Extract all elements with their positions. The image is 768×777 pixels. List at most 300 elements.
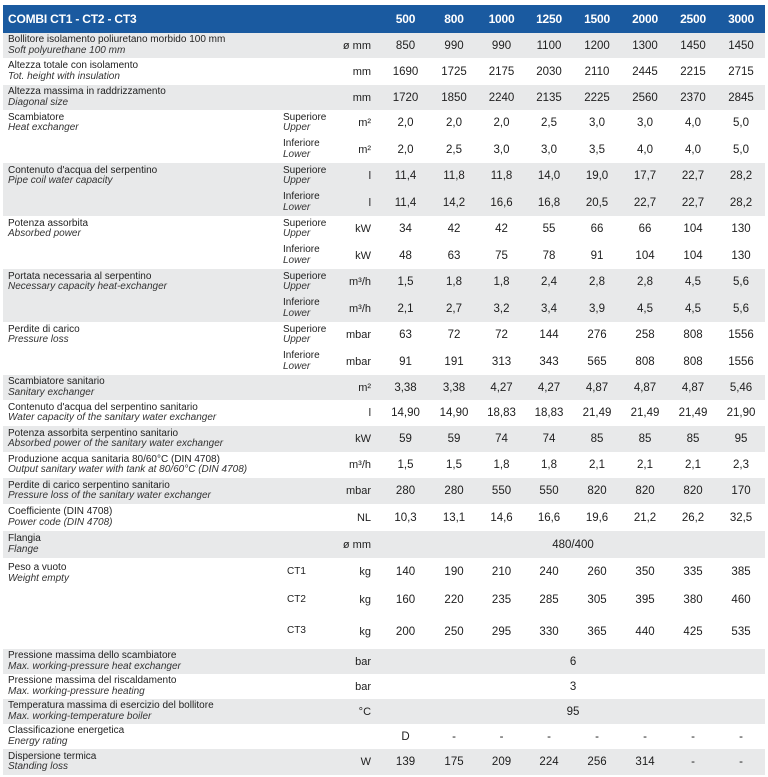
table-row [3, 136, 765, 163]
unit-cell: kW [331, 426, 381, 452]
value-cell: 2560 [621, 85, 669, 110]
model-header: 800 [430, 5, 478, 33]
value-cell: 28,2 [717, 163, 765, 189]
sublabel-italian: Superiore [283, 164, 327, 176]
value-cell: 425 [669, 614, 717, 649]
value-cell: 21,49 [669, 400, 717, 426]
table-row [3, 674, 765, 699]
unit-cell: m² [331, 110, 381, 136]
value-cell: 72 [478, 322, 525, 348]
value-cell: - [478, 724, 525, 749]
value-cell: 13,1 [430, 504, 478, 531]
label-english: Water capacity of the sanitary water exchanger [8, 412, 217, 423]
sublabel-english: Lower [283, 360, 311, 372]
value-cell: 250 [430, 614, 478, 649]
value-cell: 235 [478, 586, 525, 614]
unit-cell: m³/h [331, 295, 381, 322]
label-italian: Portata necessaria al serpentino [8, 270, 152, 282]
row-label-empty [3, 242, 283, 269]
label-italian: Contenuto d'acqua del serpentino [8, 164, 158, 176]
value-cell: 258 [621, 322, 669, 348]
unit-cell: l [331, 189, 381, 216]
label-italian: Flangia [8, 533, 41, 544]
unit-cell: mm [331, 58, 381, 85]
value-cell: 130 [717, 242, 765, 269]
value-cell: 4,0 [669, 110, 717, 136]
table-row [3, 295, 765, 322]
table-row [3, 322, 765, 348]
label-english: Power code (DIN 4708) [8, 516, 113, 528]
label-italian: Scambiatore [8, 111, 65, 123]
table-row [3, 504, 765, 531]
value-cell: 11,4 [381, 189, 430, 216]
row-label [3, 216, 283, 242]
value-cell: 276 [573, 322, 621, 348]
value-cell: 380 [669, 586, 717, 614]
label-italian: Classificazione energetica [8, 725, 125, 736]
value-cell: 305 [573, 586, 621, 614]
value-cell: 1450 [669, 33, 717, 58]
value-cell: 460 [717, 586, 765, 614]
label-italian: Pressione massima dello scambiatore [8, 650, 177, 661]
value-cell: 14,90 [381, 400, 430, 426]
value-cell: 144 [525, 322, 573, 348]
value-cell: 32,5 [717, 504, 765, 531]
label-english: Soft polyurethane 100 mm [8, 44, 126, 56]
value-cell: 1,8 [478, 452, 525, 478]
value-cell: 440 [621, 614, 669, 649]
label-italian: Dispersione termica [8, 750, 97, 762]
value-cell: 3,0 [525, 136, 573, 163]
value-cell: 2110 [573, 58, 621, 85]
sublabel-english: Lower [283, 201, 311, 213]
value-cell: 66 [573, 216, 621, 242]
value-cell: 1556 [717, 322, 765, 348]
table-row [3, 531, 765, 558]
value-cell: - [525, 724, 573, 749]
value-cell: 1690 [381, 58, 430, 85]
value-cell: 2,8 [573, 269, 621, 295]
sublabel-italian: Inferiore [283, 191, 320, 202]
value-cell: 11,4 [381, 163, 430, 189]
table-header-row [3, 5, 765, 33]
row-sublabel: CT1 [283, 558, 331, 586]
row-label [3, 699, 331, 724]
value-cell: 4,27 [478, 375, 525, 400]
sublabel-english: Lower [283, 307, 311, 319]
value-cell: 808 [669, 348, 717, 375]
value-cell: 280 [430, 478, 478, 504]
table-row [3, 649, 765, 674]
value-cell: 20,5 [573, 189, 621, 216]
label-italian: Altezza massima in raddrizzamento [8, 86, 166, 97]
unit-cell: W [331, 749, 381, 775]
value-cell: 2,1 [573, 452, 621, 478]
unit-cell: mbar [331, 478, 381, 504]
row-sublabel [283, 269, 331, 295]
value-cell: 14,6 [478, 504, 525, 531]
value-cell: 78 [525, 242, 573, 269]
value-cell: 42 [430, 216, 478, 242]
value-cell: 72 [430, 322, 478, 348]
row-label [3, 400, 331, 426]
row-label [3, 674, 331, 699]
model-header: 3000 [717, 5, 765, 33]
unit-cell: kg [331, 586, 381, 614]
value-cell: 4,27 [525, 375, 573, 400]
value-cell: 19,0 [573, 163, 621, 189]
value-cell: 1450 [717, 33, 765, 58]
value-cell: 91 [573, 242, 621, 269]
row-label [3, 269, 283, 295]
model-header: 1250 [525, 5, 573, 33]
value-cell: 350 [621, 558, 669, 586]
value-cell: 365 [573, 614, 621, 649]
value-cell: 2,5 [430, 136, 478, 163]
table-row [3, 452, 765, 478]
label-english: Absorbed power [8, 228, 81, 239]
unit-cell: m³/h [331, 269, 381, 295]
value-cell: 4,0 [621, 136, 669, 163]
value-cell: 2,0 [430, 110, 478, 136]
value-cell: 18,83 [478, 400, 525, 426]
value-cell: 48 [381, 242, 430, 269]
sublabel-italian: Inferiore [283, 244, 320, 255]
value-cell: 5,0 [717, 110, 765, 136]
sublabel-english: Upper [283, 281, 311, 292]
value-cell: 11,8 [478, 163, 525, 189]
label-italian: Perdite di carico [8, 323, 80, 335]
unit-cell: kg [331, 558, 381, 586]
value-cell: 2,3 [717, 452, 765, 478]
label-italian: Produzione acqua sanitaria 80/60°C (DIN 4708) [8, 453, 220, 465]
value-cell: 3,5 [573, 136, 621, 163]
value-cell: 104 [621, 242, 669, 269]
value-cell: 1,8 [478, 269, 525, 295]
span-value: 6 [381, 649, 765, 674]
value-cell: 295 [478, 614, 525, 649]
row-label [3, 749, 331, 775]
value-cell: 139 [381, 749, 430, 775]
value-cell: 2175 [478, 58, 525, 85]
value-cell: - [717, 724, 765, 749]
table-row [3, 110, 765, 136]
label-english: Absorbed power of the sanitary water exchanger [8, 438, 224, 449]
value-cell: 2135 [525, 85, 573, 110]
value-cell: 22,7 [621, 189, 669, 216]
table-row [3, 478, 765, 504]
value-cell: 66 [621, 216, 669, 242]
value-cell: 2,1 [621, 452, 669, 478]
value-cell: 335 [669, 558, 717, 586]
label-italian: Temperatura massima di esercizio del bollitore [8, 700, 214, 711]
value-cell: 3,4 [525, 295, 573, 322]
value-cell: 3,38 [430, 375, 478, 400]
value-cell: 256 [573, 749, 621, 775]
value-cell: 4,87 [573, 375, 621, 400]
label-english: Pipe coil water capacity [8, 175, 113, 186]
value-cell: 4,5 [669, 269, 717, 295]
value-cell: 224 [525, 749, 573, 775]
value-cell: 2,4 [525, 269, 573, 295]
span-value: 95 [381, 699, 765, 724]
table-row [3, 749, 765, 775]
value-cell: 850 [381, 33, 430, 58]
value-cell: 313 [478, 348, 525, 375]
value-cell: 4,87 [669, 375, 717, 400]
row-label [3, 375, 331, 400]
label-italian: Bollitore isolamento poliuretano morbido 100 mm [8, 34, 226, 45]
value-cell: 85 [621, 426, 669, 452]
value-cell: 91 [381, 348, 430, 375]
value-cell: 22,7 [669, 189, 717, 216]
label-italian: Pressione massima del riscaldamento [8, 675, 177, 686]
value-cell: 1300 [621, 33, 669, 58]
value-cell: 34 [381, 216, 430, 242]
table-title: COMBI CT1 - CT2 - CT3 [3, 5, 381, 33]
table-row [3, 163, 765, 189]
label-english: Pressure loss of the sanitary water exchanger [8, 490, 211, 501]
table-row [3, 33, 765, 58]
value-cell: 260 [573, 558, 621, 586]
value-cell: D [381, 724, 430, 749]
value-cell: 59 [381, 426, 430, 452]
value-cell: 130 [717, 216, 765, 242]
label-english: Weight empty [8, 572, 69, 584]
model-header: 2500 [669, 5, 717, 33]
sublabel-italian: Superiore [283, 270, 327, 282]
value-cell: 808 [669, 322, 717, 348]
value-cell: 1,5 [381, 269, 430, 295]
value-cell: 1556 [717, 348, 765, 375]
row-label [3, 504, 331, 531]
unit-cell: ø mm [331, 531, 381, 558]
value-cell: 1,8 [525, 452, 573, 478]
value-cell: 14,90 [430, 400, 478, 426]
label-english: Output sanitary water with tank at 80/60°C (DIN 4708) [8, 464, 248, 475]
table-row [3, 58, 765, 85]
value-cell: 1720 [381, 85, 430, 110]
value-cell: 17,7 [621, 163, 669, 189]
value-cell: 220 [430, 586, 478, 614]
value-cell: 85 [573, 426, 621, 452]
value-cell: 21,2 [621, 504, 669, 531]
value-cell: 285 [525, 586, 573, 614]
row-label [3, 33, 331, 58]
value-cell: 5,6 [717, 295, 765, 322]
sublabel-italian: Superiore [283, 217, 327, 229]
value-cell: 385 [717, 558, 765, 586]
value-cell: 170 [717, 478, 765, 504]
table-row [3, 216, 765, 242]
value-cell: 95 [717, 426, 765, 452]
sublabel-english: Upper [283, 334, 311, 345]
value-cell: 1,5 [430, 452, 478, 478]
value-cell: 2845 [717, 85, 765, 110]
label-english: Max. working-pressure heating [8, 685, 145, 697]
row-label-empty [3, 348, 283, 375]
value-cell: 2215 [669, 58, 717, 85]
unit-cell: l [331, 163, 381, 189]
value-cell: 42 [478, 216, 525, 242]
value-cell: 820 [573, 478, 621, 504]
value-cell: 175 [430, 749, 478, 775]
table-row [3, 375, 765, 400]
value-cell: 21,49 [621, 400, 669, 426]
label-english: Necessary capacity heat-exchanger [8, 281, 167, 292]
value-cell: 19,6 [573, 504, 621, 531]
value-cell: 2240 [478, 85, 525, 110]
value-cell: 190 [430, 558, 478, 586]
value-cell: 1200 [573, 33, 621, 58]
value-cell: - [573, 724, 621, 749]
value-cell: 10,3 [381, 504, 430, 531]
sublabel-italian: Superiore [283, 111, 327, 123]
value-cell: 63 [381, 322, 430, 348]
label-english: Max. working-pressure heat exchanger [8, 660, 181, 672]
sublabel-italian: Inferiore [283, 138, 320, 149]
row-sublabel [283, 163, 331, 189]
value-cell: 104 [669, 216, 717, 242]
value-cell: 140 [381, 558, 430, 586]
value-cell: 3,0 [621, 110, 669, 136]
row-sublabel: CT3 [283, 614, 331, 649]
value-cell: 1850 [430, 85, 478, 110]
table-row [3, 724, 765, 749]
value-cell: 1725 [430, 58, 478, 85]
value-cell: 1,5 [381, 452, 430, 478]
label-english: Energy rating [8, 735, 68, 747]
unit-cell: bar [331, 649, 381, 674]
label-italian: Scambiatore sanitario [8, 376, 105, 387]
label-english: Flange [8, 543, 39, 555]
value-cell: 21,49 [573, 400, 621, 426]
value-cell: - [669, 749, 717, 775]
span-value: 3 [381, 674, 765, 699]
row-sublabel [283, 322, 331, 348]
row-label [3, 58, 331, 85]
value-cell: 343 [525, 348, 573, 375]
sublabel-english: Upper [283, 175, 311, 186]
row-label-empty [3, 136, 283, 163]
value-cell: 990 [478, 33, 525, 58]
value-cell: 4,87 [621, 375, 669, 400]
value-cell: 2,5 [525, 110, 573, 136]
value-cell: 11,8 [430, 163, 478, 189]
value-cell: 14,0 [525, 163, 573, 189]
value-cell: 240 [525, 558, 573, 586]
sublabel-italian: Inferiore [283, 297, 320, 308]
value-cell: 820 [669, 478, 717, 504]
value-cell: 14,2 [430, 189, 478, 216]
row-label [3, 163, 283, 189]
sublabel-english: Lower [283, 254, 311, 266]
row-label-empty [3, 189, 283, 216]
row-label [3, 452, 331, 478]
row-label [3, 558, 283, 649]
row-sublabel [283, 216, 331, 242]
row-label [3, 649, 331, 674]
value-cell: 395 [621, 586, 669, 614]
sublabel-english: Lower [283, 148, 311, 160]
unit-cell: ø mm [331, 33, 381, 58]
value-cell: 200 [381, 614, 430, 649]
value-cell: 808 [621, 348, 669, 375]
row-sublabel [283, 136, 331, 163]
unit-cell: kg [331, 614, 381, 649]
value-cell: 2,7 [430, 295, 478, 322]
value-cell: 104 [669, 242, 717, 269]
row-label [3, 426, 331, 452]
value-cell: 4,5 [621, 295, 669, 322]
unit-cell: °C [331, 699, 381, 724]
value-cell: 18,83 [525, 400, 573, 426]
value-cell: 74 [525, 426, 573, 452]
row-label-empty [3, 295, 283, 322]
sublabel-english: Upper [283, 228, 311, 239]
value-cell: - [669, 724, 717, 749]
unit-cell: l [331, 400, 381, 426]
unit-cell: m² [331, 375, 381, 400]
row-label [3, 322, 283, 348]
unit-cell: mbar [331, 322, 381, 348]
model-header: 500 [381, 5, 430, 33]
value-cell: 3,38 [381, 375, 430, 400]
value-cell: 550 [478, 478, 525, 504]
value-cell: 4,5 [669, 295, 717, 322]
label-english: Diagonal size [8, 96, 69, 108]
unit-cell: kW [331, 216, 381, 242]
table-row [3, 242, 765, 269]
value-cell: 2,8 [621, 269, 669, 295]
label-italian: Altezza totale con isolamento [8, 60, 139, 71]
label-english: Pressure loss [8, 334, 69, 345]
value-cell: 16,6 [478, 189, 525, 216]
unit-cell: mm [331, 85, 381, 110]
label-italian: Potenza assorbita serpentino sanitario [8, 427, 179, 439]
label-italian: Coefficiente (DIN 4708) [8, 506, 113, 517]
value-cell: 330 [525, 614, 573, 649]
spec-table [3, 5, 765, 775]
value-cell: 75 [478, 242, 525, 269]
table-row [3, 426, 765, 452]
value-cell: 1100 [525, 33, 573, 58]
table-row [3, 699, 765, 724]
label-italian: Perdite di carico serpentino sanitario [8, 479, 170, 491]
label-italian: Contenuto d'acqua del serpentino sanitario [8, 401, 198, 413]
value-cell: 63 [430, 242, 478, 269]
value-cell: 280 [381, 478, 430, 504]
value-cell: 5,6 [717, 269, 765, 295]
value-cell: 16,6 [525, 504, 573, 531]
value-cell: 2,0 [381, 136, 430, 163]
value-cell: 2225 [573, 85, 621, 110]
table-row [3, 400, 765, 426]
table-row [3, 189, 765, 216]
sublabel-english: Upper [283, 122, 311, 133]
label-english: Standing loss [8, 761, 69, 772]
label-english: Sanitary exchanger [8, 386, 95, 398]
value-cell: 59 [430, 426, 478, 452]
sublabel-italian: Superiore [283, 323, 327, 335]
sublabel-italian: Inferiore [283, 350, 320, 361]
model-header: 1500 [573, 5, 621, 33]
value-cell: 2,1 [669, 452, 717, 478]
value-cell: 990 [430, 33, 478, 58]
value-cell: 565 [573, 348, 621, 375]
value-cell: 2,0 [478, 110, 525, 136]
table-row [3, 269, 765, 295]
